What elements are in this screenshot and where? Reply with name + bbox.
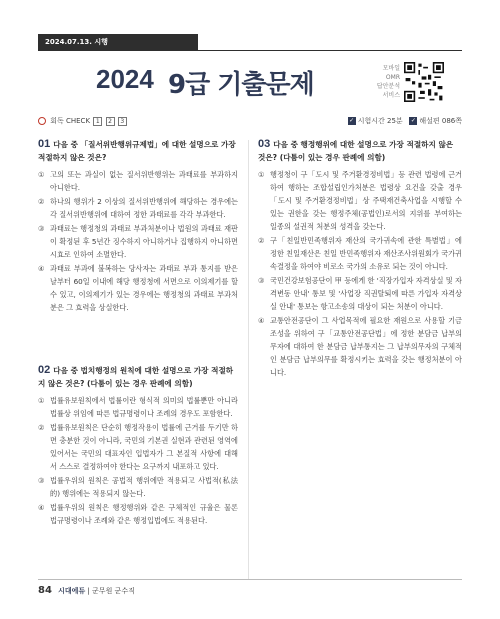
question-stem — [258, 138, 462, 164]
qr-caption — [364, 64, 400, 100]
option-text: 법률우위의 원칙은 공법적 행위에만 적용되고 사법적(私法的) 행위에는 적용되지 않는다. — [50, 476, 238, 498]
review-box[interactable]: 2 — [106, 117, 115, 126]
title-year: 2024 — [96, 64, 154, 94]
check-icon: ✓ — [410, 117, 416, 124]
answer-option[interactable] — [38, 222, 238, 261]
option-text: 구「친일반민족행위자 재산의 국가귀속에 관한 특별법」에 정한 친일재산은 친일 반민족행위자 재산조사위원회가 국가귀속결정을 하여야 비로소 국가의 소유로 되는 것이 아니다. — [270, 236, 462, 271]
book-title: 군무원 군수직 — [92, 587, 135, 595]
exam-date-tag: 2024.07.13. 시행 — [38, 34, 198, 50]
question-stem — [38, 364, 238, 390]
answer-option[interactable] — [38, 501, 238, 527]
page-footer — [38, 585, 135, 596]
option-mark: ③ — [258, 276, 265, 285]
question-number: 02 — [38, 364, 51, 376]
option-text: 행정청이 구「도시 및 주거환경정비법」등 관련 법령에 근거하여 행하는 조합설립인가처분은 법령상 요건을 갖출 경우「도시 및 주거환경정비법」상 주택재건축사업을 시행할 수 있는 권한을 갖는 행정주체(공법인)로서의 지위를 부여하는 일종의 설권적 처분의 성격을 갖는다. — [270, 170, 462, 231]
option-mark: ③ — [38, 224, 45, 233]
check-icon: ✓ — [349, 117, 355, 124]
option-text: 과태료 부과에 불복하는 당사자는 과태료 부과 통지를 받은 날부터 60일 이내에 해당 행정청에 서면으로 이의제기를 할 수 있고, 이의제기가 있는 경우에는 행정청의 과태료 부과처분은 그 효력을 상실한다. — [50, 264, 238, 312]
exam-info — [348, 116, 462, 126]
time-value: 25분 — [386, 117, 403, 125]
question-number: 01 — [38, 138, 51, 150]
answer-option[interactable] — [38, 474, 238, 500]
qr-caption-line: 답안분석 — [376, 83, 400, 90]
option-mark: ② — [38, 423, 45, 432]
option-text: 법률우위의 원칙은 행정행위와 같은 구체적인 규율은 물론 법규명령이나 조례와 같은 행정입법에도 적용된다. — [50, 503, 238, 525]
explanation-page: 086쪽 — [441, 117, 462, 125]
review-box[interactable]: 3 — [118, 117, 127, 126]
qr-caption-line: 모바일 — [382, 65, 400, 72]
qr-caption-line: 서비스 — [382, 92, 400, 99]
option-text: 교통안전공단이 그 사업목적에 필요한 재원으로 사용할 기금 조성을 위하여 구「교통안전공단법」에 정한 분담금 납부의무자에 대하여 한 분담금 납부통지는 그 납부의무자의 구체적인 분담금 납부의무를 확정시키는 효력을 갖는 행정처분이 아니다. — [270, 316, 462, 377]
left-column — [38, 138, 238, 528]
review-box[interactable]: 1 — [93, 117, 102, 126]
review-check-label: 회독 CHECK — [50, 117, 91, 125]
option-mark: ④ — [38, 264, 45, 273]
option-mark: ② — [38, 197, 45, 206]
question-text: 다음 중 「질서위반행위규제법」에 대한 설명으로 가장 적절하지 않은 것은? — [38, 140, 236, 162]
answer-option[interactable] — [38, 262, 238, 314]
option-mark: ① — [38, 170, 45, 179]
answer-option[interactable] — [38, 421, 238, 473]
question — [258, 138, 462, 379]
answer-option[interactable] — [258, 168, 462, 233]
answer-option[interactable] — [38, 394, 238, 420]
question-text: 다음 중 법치행정의 원칙에 대한 설명으로 가장 적절하지 않은 것은? (다툼이 있는 경우 판례에 의함) — [38, 366, 234, 388]
question — [38, 138, 238, 314]
answer-option[interactable] — [38, 168, 238, 194]
page-title: 9급 기출문제 — [168, 70, 314, 100]
footer-separator: | — [87, 587, 90, 595]
question-stem — [38, 138, 238, 164]
right-column — [258, 138, 462, 380]
explanation-label: 해설편 — [419, 117, 440, 125]
option-mark: ③ — [38, 476, 45, 485]
answer-option[interactable] — [258, 314, 462, 379]
qr-code-icon[interactable] — [404, 62, 444, 102]
option-mark: ① — [258, 170, 265, 179]
answer-option[interactable] — [258, 234, 462, 273]
option-text: 하나의 행위가 2 이상의 질서위반행위에 해당하는 경우에는 각 질서위반행위에 대하여 정한 과태료를 각각 부과한다. — [50, 197, 238, 219]
option-text: 법률유보원칙은 단순히 행정작용이 법률에 근거를 두기만 하면 충분한 것이 아니라, 국민의 기본권 실현과 관련된 영역에 있어서는 국민의 대표자인 입법자가 그 본질적 사항에 대해서 스스로 결정하여야 한다는 요구까지 내포하고 있다. — [50, 423, 238, 471]
check-circle-icon — [38, 117, 46, 125]
option-mark: ② — [258, 236, 265, 245]
answer-option[interactable] — [258, 274, 462, 313]
brand-name: 시대에듀 — [58, 587, 86, 595]
option-text: 법률유보원칙에서 법률이란 형식적 의미의 법률뿐만 아니라 법률상 위임에 따른 법규명령이나 조례의 경우도 포함한다. — [50, 396, 238, 418]
question-number: 03 — [258, 138, 271, 150]
answer-option[interactable] — [38, 195, 238, 221]
question-text: 다음 중 행정행위에 대한 설명으로 가장 적절하지 않은 것은? (다툼이 있는 경우 판례에 의함) — [258, 140, 454, 162]
top-rule — [38, 50, 462, 51]
time-label: 시험시간 — [357, 117, 385, 125]
option-mark: ① — [38, 396, 45, 405]
qr-caption-line: OMR — [385, 74, 400, 81]
option-text: 과태료는 행정청의 과태료 부과처분이나 법원의 과태료 재판이 확정된 후 5년간 징수하지 아니하거나 집행하지 아니하면 시효로 인하여 소멸한다. — [50, 224, 238, 259]
page-number: 84 — [38, 585, 52, 596]
option-text: 국민건강보험공단이 甲 등에게 한 '직장가입자 자격상실 및 자격변동 안내' 통보 및 '사업장 직권탈퇴에 따른 가입자 자격상실 안내' 통보는 항고소송의 대상이 되는 처분이 아니다. — [270, 276, 462, 311]
column-divider — [248, 140, 249, 580]
question — [38, 364, 238, 527]
option-mark: ④ — [258, 316, 265, 325]
option-text: 고의 또는 과실이 없는 질서위반행위는 과태료를 부과하지 아니한다. — [50, 170, 238, 192]
footer-rule — [38, 579, 462, 580]
option-mark: ④ — [38, 503, 45, 512]
